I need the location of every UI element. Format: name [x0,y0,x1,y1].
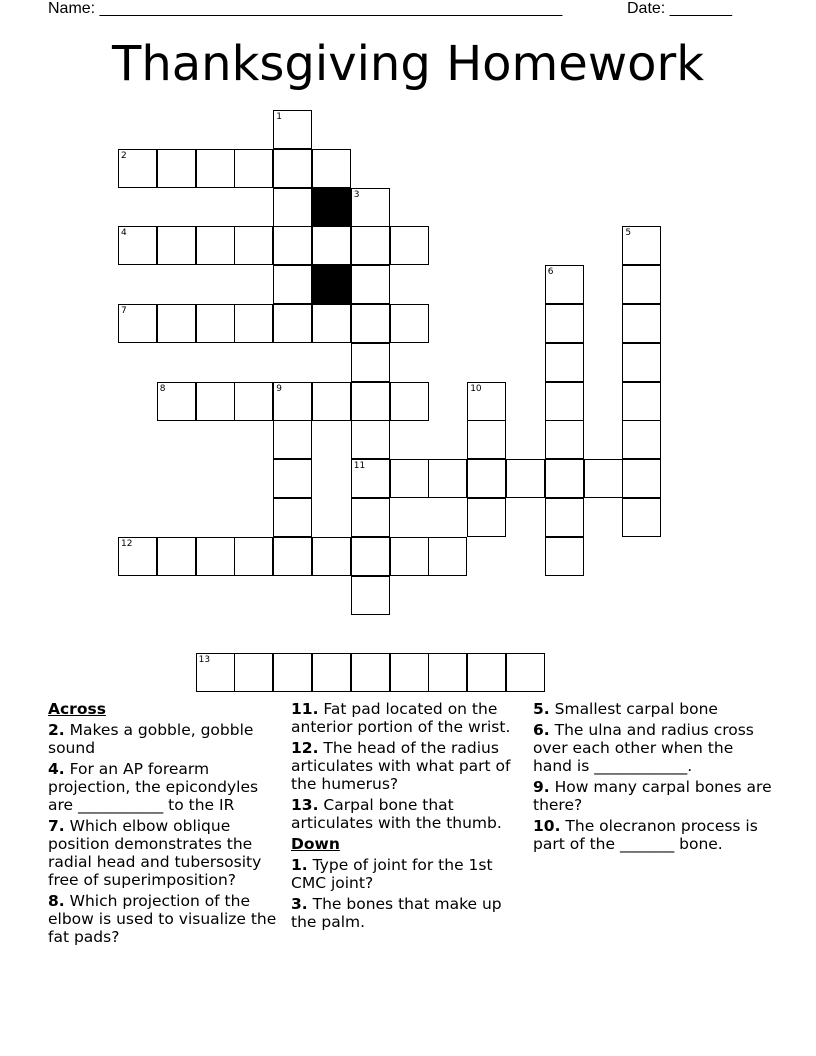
crossword-cell[interactable] [234,382,273,421]
crossword-block [312,188,351,227]
crossword-cell[interactable] [351,576,390,615]
crossword-cell[interactable] [196,226,235,265]
crossword-cell[interactable] [234,149,273,188]
crossword-cell[interactable] [351,226,390,265]
crossword-cell[interactable] [273,382,312,421]
clue-number: 6 [547,267,554,278]
crossword-cell[interactable] [467,382,506,421]
crossword-cell[interactable] [196,304,235,343]
crossword-cell[interactable] [312,226,351,265]
crossword-cell[interactable] [351,265,390,304]
crossword-cell[interactable] [118,149,157,188]
crossword-cell[interactable] [234,653,273,692]
crossword-cell[interactable] [351,459,390,498]
across-clue-7: 7. Which elbow oblique position demonstrates the radial head and tubersosity free of superimposition? [48,817,262,889]
across-clue-2: 2. Makes a gobble, gobble sound [48,721,254,757]
crossword-cell[interactable] [312,149,351,188]
clues-column-1 [48,700,280,949]
crossword-cell[interactable] [312,653,351,692]
crossword-cell[interactable] [351,537,390,576]
across-clue-4: 4. For an AP forearm projection, the epicondyles are ___________ to the IR [48,760,259,814]
crossword-cell[interactable] [157,382,196,421]
clue-number: 7 [121,306,127,316]
crossword-cell[interactable] [118,226,157,265]
crossword-cell[interactable] [273,653,312,692]
clue-number: 10 [470,383,482,394]
crossword-cell[interactable] [234,304,273,343]
crossword-cell[interactable] [545,304,584,343]
crossword-cell[interactable] [622,265,661,304]
crossword-cell[interactable] [506,653,545,692]
clues-column-3 [533,700,773,856]
crossword-cell[interactable] [390,653,429,692]
crossword-cell[interactable] [390,382,429,421]
crossword-cell[interactable] [118,537,157,576]
crossword-cell[interactable] [273,149,312,188]
down-clue-5: 5. Smallest carpal bone [533,700,718,718]
date-field-label: Date: _______ [627,0,732,17]
clue-number: 2 [121,150,127,161]
crossword-cell[interactable] [234,226,273,265]
clue-number: 1 [276,112,282,122]
across-clue-12: 12. The head of the radius articulates with what part of the humerus? [291,739,511,793]
crossword-cell[interactable] [467,420,506,459]
crossword-cell[interactable] [622,226,661,265]
down-clue-3: 3. The bones that make up the palm. [291,895,502,931]
crossword-cell[interactable] [390,537,429,576]
crossword-cell[interactable] [390,304,429,343]
crossword-cell[interactable] [157,226,196,265]
clue-number: 3 [353,189,360,200]
crossword-cell[interactable] [196,382,235,421]
crossword-cell[interactable] [545,459,584,498]
down-clue-9: 9. How many carpal bones are there? [533,778,772,814]
crossword-cell[interactable] [273,459,312,498]
crossword-cell[interactable] [273,498,312,537]
crossword-cell[interactable] [467,653,506,692]
crossword-cell[interactable] [273,420,312,459]
crossword-cell[interactable] [312,304,351,343]
crossword-cell[interactable] [157,149,196,188]
crossword-cell[interactable] [390,226,429,265]
crossword-cell[interactable] [196,149,235,188]
crossword-block [312,265,351,304]
clue-number: 4 [121,228,127,239]
crossword-cell[interactable] [351,498,390,537]
crossword-cell[interactable] [234,537,273,576]
crossword-cell[interactable] [622,498,661,537]
across-heading: Across [48,700,106,718]
crossword-cell[interactable] [622,459,661,498]
clue-number: 8 [159,383,166,394]
name-field-label: Name: ____________________________________________________ [48,0,563,17]
across-clue-13: 13. Carpal bone that articulates with the thumb. [291,796,502,832]
clue-number: 11 [353,461,366,472]
clue-number: 5 [625,228,632,239]
crossword-cell[interactable] [273,110,312,149]
crossword-cell[interactable] [545,537,584,576]
crossword-cell[interactable] [622,343,661,382]
crossword-cell[interactable] [390,459,429,498]
crossword-cell[interactable] [584,459,623,498]
crossword-cell[interactable] [545,420,584,459]
crossword-cell[interactable] [351,304,390,343]
down-heading: Down [291,835,340,853]
crossword-cell[interactable] [428,653,467,692]
crossword-cell[interactable] [312,537,351,576]
crossword-cell[interactable] [351,653,390,692]
crossword-cell[interactable] [351,420,390,459]
crossword-cell[interactable] [196,537,235,576]
crossword-cell[interactable] [351,343,390,382]
crossword-cell[interactable] [428,459,467,498]
crossword-cell[interactable] [467,498,506,537]
crossword-cell[interactable] [622,420,661,459]
crossword-cell[interactable] [545,498,584,537]
crossword-cell[interactable] [312,382,351,421]
clues-column-2 [291,700,523,934]
crossword-cell[interactable] [545,382,584,421]
crossword-cell[interactable] [273,226,312,265]
crossword-cell[interactable] [273,188,312,227]
crossword-cell[interactable] [118,304,157,343]
across-clue-8: 8. Which projection of the elbow is used to visualize the fat pads? [48,892,277,946]
page-title: Thanksgiving Homework [112,36,704,92]
crossword-cell[interactable] [351,382,390,421]
crossword-cell[interactable] [351,188,390,227]
clue-number: 12 [121,538,133,549]
down-clue-1: 1. Type of joint for the 1st CMC joint? [291,856,493,892]
crossword-cell[interactable] [273,304,312,343]
crossword-cell[interactable] [467,459,506,498]
clue-number: 13 [198,655,211,666]
crossword-cell[interactable] [428,537,467,576]
crossword-cell[interactable] [273,265,312,304]
crossword-cell[interactable] [157,304,196,343]
crossword-cell[interactable] [545,265,584,304]
crossword-cell[interactable] [196,653,235,692]
clue-number: 9 [276,383,282,394]
crossword-cell[interactable] [157,537,196,576]
crossword-cell[interactable] [622,382,661,421]
crossword-cell[interactable] [622,304,661,343]
down-clue-6: 6. The ulna and radius cross over each other when the hand is ____________. [533,721,754,775]
down-clue-10: 10. The olecranon process is part of the _______ bone. [533,817,758,853]
across-clue-11: 11. Fat pad located on the anterior portion of the wrist. [291,700,511,736]
crossword-cell[interactable] [506,459,545,498]
crossword-cell[interactable] [273,537,312,576]
crossword-cell[interactable] [545,343,584,382]
